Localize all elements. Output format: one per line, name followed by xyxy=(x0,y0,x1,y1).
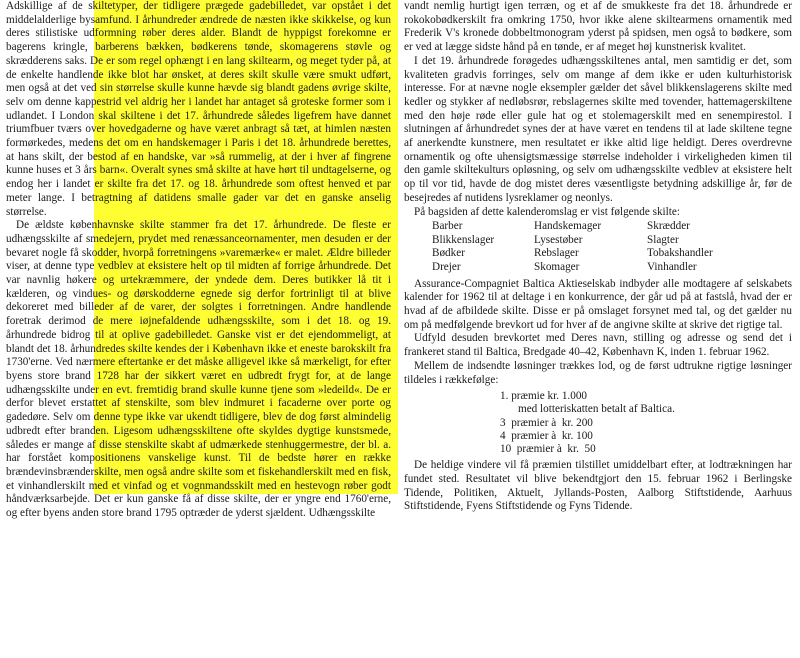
paragraph: De heldige vindere vil få præmien tilstillet umiddelbart efter, at lodtrækningen har fundet sted. Resultatet vil blive bekendtgjort den 15. februar 1962 i Berlingske Tidende, Politiken, Aktuelt, Jyllands-Posten, Aalborg Stiftstidende, Aarhuus Stiftstidende, Fyens Stiftstidende og Fyns Tidende. xyxy=(404,459,792,513)
trade-item: Slagter xyxy=(647,233,679,246)
trade-item: Barber xyxy=(432,220,463,233)
paragraph: Mellem de indsendte løsninger trækkes lod, og de først udtrukne rigtige løsninger tildeles i rækkefølge: xyxy=(404,359,792,386)
trade-item: Drejer xyxy=(432,261,461,274)
trade-item: Handskemager xyxy=(534,220,602,233)
prize-line: 1. præmie kr. 1.000 xyxy=(500,390,588,403)
trade-item: Skrædder xyxy=(647,220,690,233)
trade-item: Lysestøber xyxy=(534,233,583,246)
paragraph: vandt nemlig hurtigt igen terræn, og et af de smukkeste fra det 18. århundrede er rokokobødkerskilt fra omkring 1750, hvor ikke alene skiltearmens ornamentik med Frederik V's kronede dobbeltmonogram yderst på spidsen, men også to bødkere, som er ved at lægge sidste hånd på en tønde, er af meget høj kunstnerisk kvalitet. xyxy=(404,0,792,54)
trade-item: Vinhandler xyxy=(647,261,697,274)
trade-item: Skomager xyxy=(534,261,580,274)
prize-line: med lotteriskatten betalt af Baltica. xyxy=(518,403,675,416)
paragraph: Assurance-Compagniet Baltica Aktieselskab indbyder alle modtagere af selskabets kalender for 1962 til at deltage i en konkurrence, der går ud på at fastslå, hvad der er hvad af de afbildede skilte. Disse er på omslaget forsynet med tal, og det gælder nu om på medfølgende brevkort ud for hver af de angivne skilte at skrive det rigtige tal. xyxy=(404,277,792,331)
paragraph: På bagsiden af dette kalenderomslag er vist følgende skilte: xyxy=(414,205,680,218)
trade-item: Blikkenslager xyxy=(432,233,495,246)
paragraph: Adskillige af de skiltetyper, der tidligere prægede gadebilledet, var opstået i det middelalderlige bysamfund. I århundreder ændrede de næsten ikke skikkelse, og kun deres stilistiske udformning røber deres alder. Blandt de hyppigst forekomne er bagerens kringle, barberens bækken, bødkerens tønde, skomagerens støvle og skrædderens saks. De er som regel ophængt i en lang skiltearm, og meget tyder på, at de enkelte handlende ikke blot har ønsket, at deres skilt skulle være smukt udført, men også at det ved sin størrelse skulle kunne hævde sig blandt gadens øvrige skilte, selv om denne kappestrid vel aldrig her i landet har antaget så groteske former som i udlandet. I London skal skiltene i det 17. århundrede således ligefrem have dannet triumfbuer tværs over hovedgaderne og have været anbragt så tæt, at himlen næsten formørkedes, medens det om en handskemager i Paris i det 18. århundrede berettes, at hans skilt, der bestod af en handske, var »så rummelig, at der i hver af fingrene kunne huses et 3 års barn«. Overalt synes små skilte at have hørt til undtagelserne, og endog her i landet er skilte fra det 17. og 18. århundrede som oftest henved et par meter lange. I betragtning af datidens smalle gader var det en ganske anselig størrelse. xyxy=(6,0,391,218)
prize-line: 4 præmier à kr. 100 xyxy=(500,429,593,442)
trade-item: Tobakshandler xyxy=(647,247,713,260)
left-column xyxy=(6,0,391,521)
paragraph: Udfyld desuden brevkortet med Deres navn, stilling og adresse og send det i frankeret stand til Baltica, Bredgade 40–42, København K, inden 1. februar 1962. xyxy=(404,332,792,359)
trade-list xyxy=(432,220,792,274)
trade-item: Rebslager xyxy=(534,247,579,260)
right-column xyxy=(404,0,792,514)
prize-list xyxy=(500,390,792,456)
prize-line: 3 præmier à kr. 200 xyxy=(500,416,593,429)
trade-item: Bødker xyxy=(432,247,465,260)
paragraph: De ældste københavnske skilte stammer fra det 17. århundrede. De fleste er udhængsskilte af smedejern, prydet med renæssanceornamenter, men desuden er der bevaret nogle få skodder, hvorpå forretningens »varemærke« er malet. Ældre billeder viser, at denne type vedblev at eksistere helt op til midten af forrige århundrede. Det var navnlig høkere og urtekræmmere, der yndede dem. Deres butikker lå tit i kælderen, og vindues- og dørskodderne egnede sig derfor fortrinligt til at blive dekoreret med billeder af de varer, der solgtes i forretningen. Andre handlende foretrak derimod de mere iøjnefaldende udhængsskilte, som i det 18. og 19. århundrede bidrog til at oplive gadebilledet. Ganske vist er det ejendommeligt, at blandt det 18. århundredes skilte kendes der i København ikke et eneste barokskilt fra 1730'erne. Ved nærmere eftertanke er det måske alligevel ikke så mærkeligt, for efter byens store brand 1728 har der sikkert været en udbredt frygt for, at de lange udhængsskilte under en evt. fremtidig brand skulle kunne tjene som »ledeild«. De er derfor blevet erstattet af stenskilte, som blev indmuret i facaderne over porte og gadedøre. Selv om denne type ikke var ukendt tidligere, blev de dog først almindelig udbredt efter branden. Ligesom udhængsskiltene ofte skyldes dygtige kunstsmede, således er mange af disse stenskilte skabt af udmærkede stenhuggermestre, der bl. a. har forstået kompositionens vanskelige kunst. Til de bedste hører en række brændevinsbrænderskilte, men også andre skilte som et fiskehandlerskilt med en fisk, et vinhandlerskilt med et vinfad og et vognmandsskilt med en hestevogn røber godt håndværksarbejde. Det er kun ganske få af disse skilte, der er yngre end 1760'erne, og efter byens anden store brand 1795 optræder de yderst sjældent. Udhængsskilte xyxy=(6,219,391,520)
prize-line: 10 præmier à kr. 50 xyxy=(500,443,596,456)
paragraph: I det 19. århundrede forøgedes udhængsskiltenes antal, men samtidig er det, som kvaliteten gradvis forringes, selv om mange af dem ikke er uden kulturhistorisk interesse. For at nævne nogle eksempler gælder det såvel blikkenslagerens skilte med kedler og stykker af nedløbsrør, rebslagernes skilte med tovender, hattemagerskiltene med den høje røde eller gule hat og et stolemagerskilt med en senempirestol. I slutningen af århundredet synes der at have været en tendens til at lade skiltene tegne af anerkendte kunstnere, men resultatet er ikke altid lige heldigt. Deres overdrevne ornamentik og ofte uhensigtsmæssige størrelse indeholder i virkeligheden kimen til den gamle skiltekulturs opløsning, og selv om udhængsskilte vedblev at eksistere helt op til vor tid, havde de dog mistet deres væsentligste betydning adskillige år, før de besejredes af nutidens lysreklamer og neonlys. xyxy=(404,54,792,204)
